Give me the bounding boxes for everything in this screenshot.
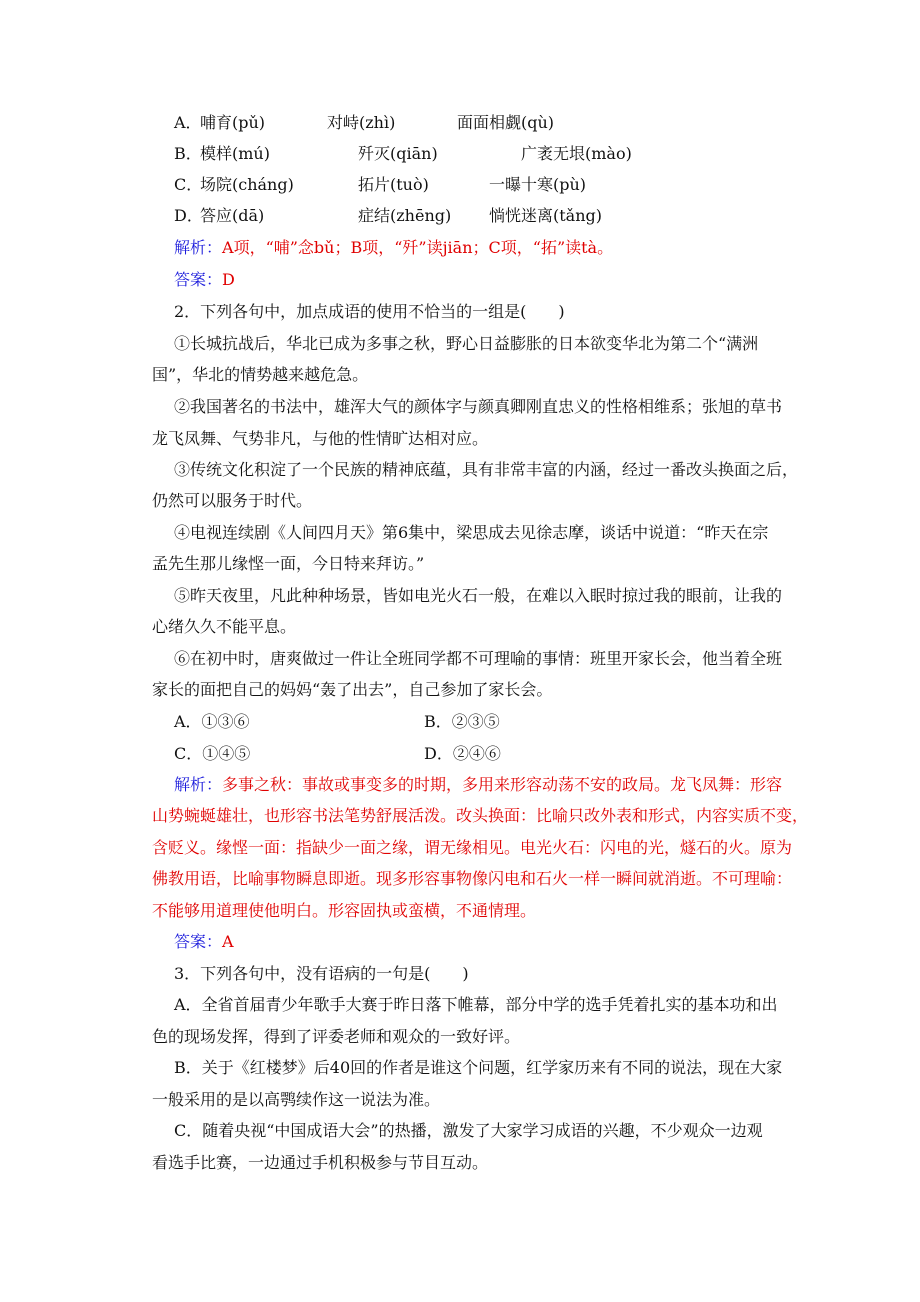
- q2-sentence-4-line2: 孟先生那儿缘悭一面，今日特来拜访。”: [152, 554, 425, 573]
- option-item: 惝恍迷离(tǎng): [489, 206, 603, 225]
- q2-option-a: A．①③⑥: [174, 712, 250, 731]
- q2-analysis-line2: 山势蜿蜒雄壮，也形容书法笔势舒展活泼。改头换面：比喻只改外表和形式，内容实质不变，: [152, 806, 809, 825]
- q2-answer: [174, 932, 234, 952]
- analysis-label: 解析：: [174, 238, 223, 257]
- option-item: 歼灭(qiān): [358, 144, 438, 163]
- q2-option-d: D．②④⑥: [424, 744, 501, 763]
- option-label: A．: [174, 113, 202, 132]
- analysis-text: 多事之秋：事故或事变多的时期，多用来形容动荡不安的政局。龙飞凤舞：形容: [222, 775, 783, 794]
- q2-stem: 2．下列各句中，加点成语的使用不恰当的一组是( ): [174, 302, 565, 321]
- q2-analysis-line5: 不能够用道理使他明白。形容固执或蛮横，不通情理。: [152, 901, 537, 920]
- q3-option-b-line2: 一般采用的是以高鹗续作这一说法为准。: [152, 1090, 441, 1109]
- q2-sentence-5-line1: ⑤昨天夜里，凡此种种场景，皆如电光火石一般，在难以入眠时掠过我的眼前，让我的: [174, 586, 783, 605]
- answer-label: 答案：: [174, 270, 223, 289]
- q2-analysis-line1: [174, 775, 782, 795]
- option-item: 广袤无垠(mào): [521, 144, 632, 163]
- analysis-label: 解析：: [174, 775, 223, 794]
- option-item: 面面相觑(qù): [457, 113, 555, 132]
- option-item: 模样(mú): [200, 144, 270, 163]
- answer-value: A: [222, 932, 234, 951]
- q3-option-b-line1: B．关于《红楼梦》后40回的作者是谁这个问题，红学家历来有不同的说法，现在大家: [174, 1058, 783, 1077]
- option-label: C．: [174, 175, 203, 194]
- option-item: 场院(cháng): [200, 175, 294, 194]
- option-item: 答应(dā): [200, 206, 265, 225]
- q1-analysis: [174, 238, 613, 258]
- option-item: 对峙(zhì): [327, 113, 396, 132]
- option-item: 一曝十寒(pù): [489, 175, 587, 194]
- answer-value: D: [222, 270, 235, 289]
- q2-option-c: C．①④⑤: [174, 744, 251, 763]
- q3-option-a-line1: A．全省首届青少年歌手大赛于昨日落下帷幕，部分中学的选手凭着扎实的基本功和出: [174, 995, 778, 1014]
- q2-sentence-6-line2: 家长的面把自己的妈妈“轰了出去”，自己参加了家长会。: [152, 680, 553, 699]
- q1-answer: [174, 270, 235, 290]
- option-item: 哺育(pǔ): [200, 113, 266, 132]
- q3-option-c-line2: 看选手比赛，一边通过手机积极参与节目互动。: [152, 1153, 489, 1172]
- q3-option-c-line1: C．随着央视“中国成语大会”的热播，激发了大家学习成语的兴趣，不少观众一边观: [174, 1121, 763, 1140]
- q2-option-b: B．②③⑤: [424, 712, 500, 731]
- option-label: B．: [174, 144, 202, 163]
- q2-analysis-line3: 含贬义。缘悭一面：指缺少一面之缘，谓无缘相见。电光火石：闪电的光，燧石的火。原为: [152, 838, 793, 857]
- q3-stem: 3．下列各句中，没有语病的一句是( ): [174, 964, 469, 983]
- option-label: D．: [174, 206, 203, 225]
- option-item: 症结(zhēng): [358, 206, 452, 225]
- q2-sentence-6-line1: ⑥在初中时，唐爽做过一件让全班同学都不可理喻的事情：班里开家长会，他当着全班: [174, 649, 783, 668]
- q2-sentence-2-line1: ②我国著名的书法中，雄浑大气的颜体字与颜真卿刚直忠义的性格相维系；张旭的草书: [174, 397, 783, 416]
- answer-label: 答案：: [174, 932, 223, 951]
- q2-sentence-3-line2: 仍然可以服务于时代。: [152, 491, 313, 510]
- q2-analysis-line4: 佛教用语，比喻事物瞬息即逝。现多形容事物像闪电和石火一样一瞬间就消逝。不可理喻：: [152, 869, 793, 888]
- q2-sentence-1-line2: 国”，华北的情势越来越危急。: [152, 365, 369, 384]
- q2-sentence-4-line1: ④电视连续剧《人间四月天》第6集中，梁思成去见徐志摩，谈话中说道：“昨天在宗: [174, 523, 769, 542]
- q2-sentence-3-line1: ③传统文化积淀了一个民族的精神底蕴，具有非常丰富的内涵，经过一番改头换面之后，: [174, 460, 799, 479]
- q3-option-a-line2: 色的现场发挥，得到了评委老师和观众的一致好评。: [152, 1027, 521, 1046]
- q2-sentence-5-line2: 心绪久久不能平息。: [152, 617, 297, 636]
- q2-sentence-2-line2: 龙飞凤舞、气势非凡，与他的性情旷达相对应。: [152, 429, 489, 448]
- q2-sentence-1-line1: ①长城抗战后，华北已成为多事之秋，野心日益膨胀的日本欲变华北为第二个“满洲: [174, 334, 759, 353]
- analysis-text: A项，“哺”念bǔ；B项，“歼”读jiān；C项，“拓”读tà。: [222, 238, 614, 257]
- option-item: 拓片(tuò): [358, 175, 429, 194]
